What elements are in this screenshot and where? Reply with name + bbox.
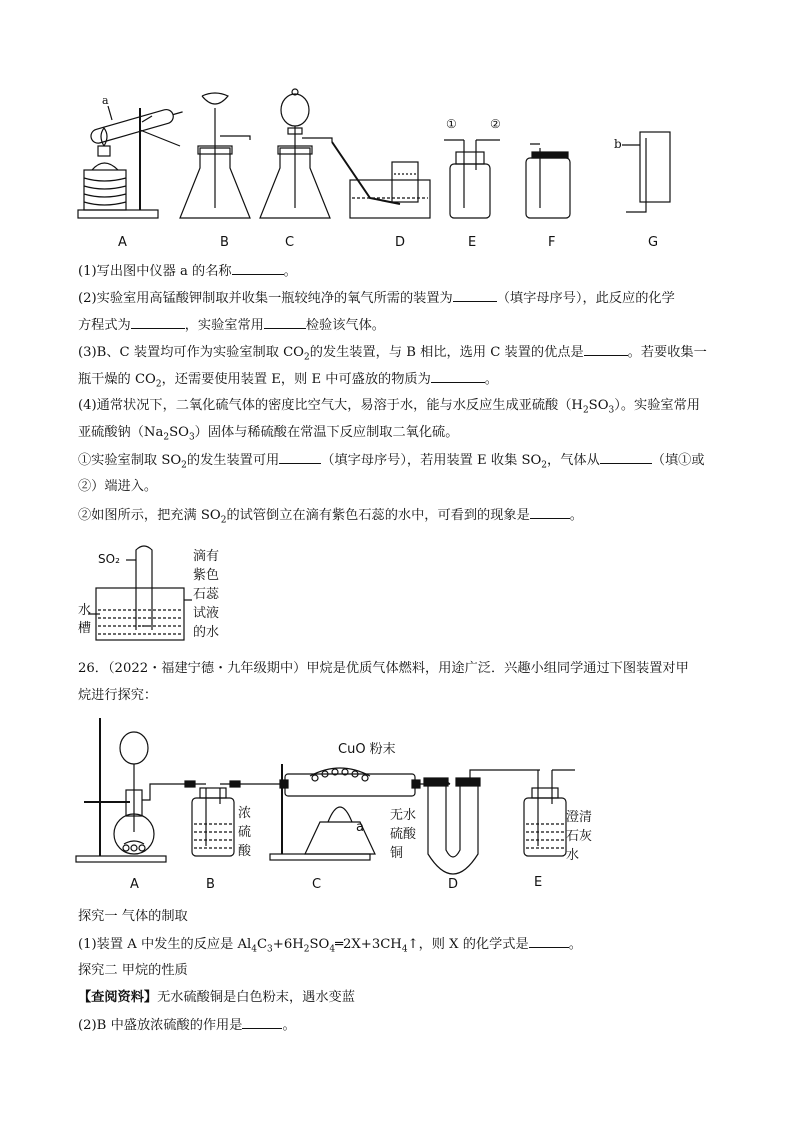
section-2-title: 探究二 甲烷的性质 xyxy=(78,963,188,978)
apparatus-g xyxy=(626,132,670,212)
answer-blank[interactable] xyxy=(529,935,569,948)
question-26-line-2: 烷进行探究： xyxy=(78,688,158,703)
answer-blank[interactable] xyxy=(600,451,652,464)
answer-blank[interactable] xyxy=(530,506,570,519)
label-b: b xyxy=(614,137,622,151)
label-E-methane: E xyxy=(534,875,543,890)
answer-blank[interactable] xyxy=(279,451,321,464)
apparatus-a-methane xyxy=(76,718,190,862)
question-1: (1)写出图中仪器 a 的名称 。 xyxy=(78,264,297,279)
label-A-methane: A xyxy=(130,877,139,892)
question-4b: ②如图所示，把充满 $SO_2$的试管倒立在滴有紫色石蕊的水中，可看到的现象是 。 xyxy=(78,508,583,526)
label-D: D xyxy=(395,235,406,250)
label-A: A xyxy=(118,235,127,250)
answer-blank[interactable] xyxy=(242,1016,282,1029)
apparatus-c xyxy=(260,89,332,218)
limewater-label: 澄清 石灰 水 xyxy=(566,810,593,863)
section-1-title: 探究一 气体的制取 xyxy=(78,909,188,924)
question-4a-line-1: ①实验室制取 $SO_2$的发生装置可用 （填字母序号），若用装置 E 收集 $SO_2$，气体从 （填①或 xyxy=(78,453,705,471)
port-2-label: ② xyxy=(490,117,501,131)
label-C-methane: C xyxy=(312,877,322,892)
question-3-line-2: 瓶干燥的 $CO_2$，还需要使用装置 E，则 E 中可盛放的物质为 。 xyxy=(78,372,498,390)
question-2-line-1: (2)实验室用高锰酸钾制取并收集一瓶较纯净的氧气所需的装置为 （填字母序号），此反应的化学 xyxy=(78,291,675,306)
litmus-water-label: 滴有 紫色 石蕊 试液 的水 xyxy=(193,549,220,640)
answer-blank[interactable] xyxy=(131,316,185,329)
question-4-line-2: 亚硫酸钠$(Na_2SO_3)$固体与稀硫酸在常温下反应制取二氧化硫。 xyxy=(78,425,459,443)
apparatus-c-methane xyxy=(270,764,450,860)
answer-blank[interactable] xyxy=(264,316,306,329)
apparatus-d-methane xyxy=(424,770,540,874)
question-3-line-1: (3)B、C 装置均可作为实验室制取 $CO_2$的发生装置，与 B 相比，选用 C 装置的优点是 。若要收集一 xyxy=(78,345,707,363)
apparatus-b xyxy=(180,93,250,218)
label-C: C xyxy=(285,235,295,250)
anhydrous-cuso4-label: 无水 硫酸 铜 xyxy=(390,808,417,861)
question-26-2: (2)B 中盛放浓硫酸的作用是 。 xyxy=(78,1018,296,1033)
question-26-1: (1)装置 A 中发生的反应是 $Al_4C_3+6H_2SO_4═2X+3CH_4↑$，则 X 的化学式是 。 xyxy=(78,937,582,955)
answer-blank[interactable] xyxy=(431,370,485,383)
label-B: B xyxy=(220,235,229,250)
apparatus-e xyxy=(444,140,500,218)
answer-blank[interactable] xyxy=(232,262,284,275)
label-E: E xyxy=(468,235,477,250)
label-F: F xyxy=(548,235,556,250)
label-B-methane: B xyxy=(206,877,215,892)
question-2-line-2: 方程式为 ，实验室常用 检验该气体。 xyxy=(78,318,385,333)
port-1-label: ① xyxy=(446,117,457,131)
burner-a-label: a xyxy=(356,820,364,835)
question-4a-line-2: ②）端进入。 xyxy=(78,479,158,494)
apparatus-d xyxy=(332,142,430,218)
answer-blank[interactable] xyxy=(584,343,628,356)
label-D-methane: D xyxy=(448,877,459,892)
apparatus-a xyxy=(78,105,185,218)
reference-info: 【查阅资料】无水硫酸铜是白色粉末，遇水变蓝 xyxy=(78,990,355,1005)
so2-label: SO₂ xyxy=(98,552,120,566)
apparatus-b-methane xyxy=(185,781,275,856)
label-G: G xyxy=(648,235,659,250)
question-26-line-1: 26．（2022・福建宁德・九年级期中）甲烷是优质气体燃料，用途广泛．兴趣小组同学通过下图装置对甲 xyxy=(78,661,689,676)
answer-blank[interactable] xyxy=(453,289,497,302)
apparatus-figure-1 xyxy=(70,88,710,253)
label-a: a xyxy=(102,94,109,107)
conc-sulfuric-acid-label: 浓 硫 酸 xyxy=(238,806,252,859)
question-4-line-1: (4)通常状况下，二氧化硫气体的密度比空气大，易溶于水，能与水反应生成亚硫酸$(H_2SO_3)$。实验室常用 xyxy=(78,398,700,416)
apparatus-f xyxy=(526,144,570,218)
cuo-powder-label: CuO 粉末 xyxy=(338,742,396,757)
water-trough-label: 水 槽 xyxy=(78,603,92,636)
